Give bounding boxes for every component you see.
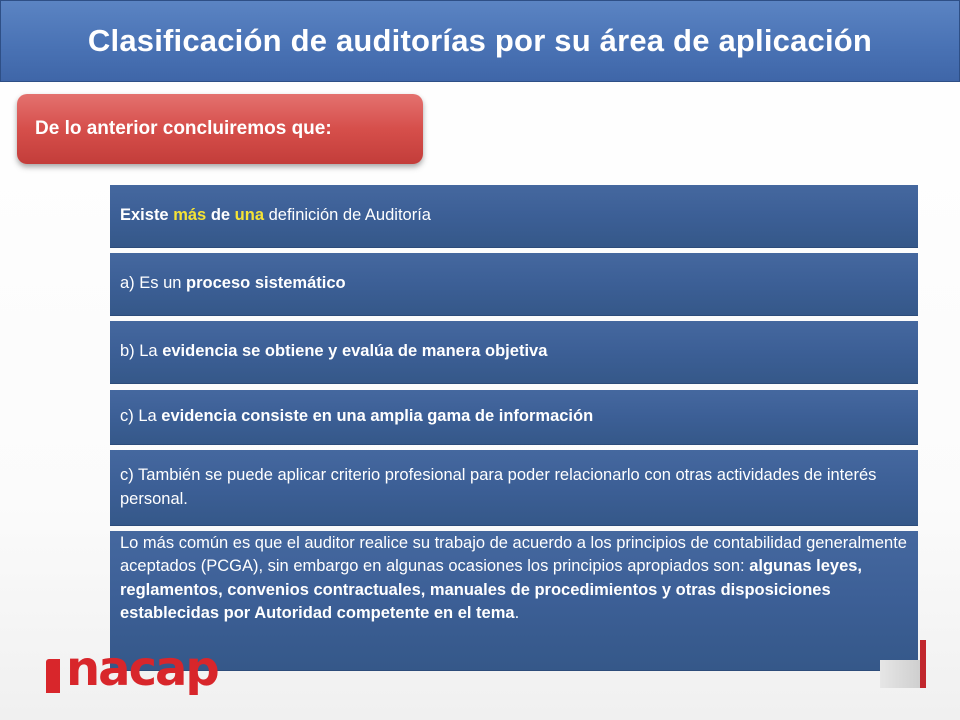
statement-row-5 xyxy=(110,450,918,526)
statement-row-4 xyxy=(110,390,918,445)
statement-row-3 xyxy=(110,321,918,384)
statement-fragment: algunas leyes, reglamentos, convenios contractuales, manuales de procedimientos y otras disposiciones establecidas por Autoridad competente en el tema xyxy=(120,557,863,623)
statement-text-5 xyxy=(120,464,908,512)
statement-fragment: Lo más común es que el auditor realice su trabajo de acuerdo a los principios de contabilidad generalmente aceptados (PCGA), sin embargo en algunas ocasiones los principios apropiados son: xyxy=(120,534,907,576)
slide-title: Clasificación de auditorías por su área de aplicación xyxy=(87,23,873,58)
title-bar xyxy=(0,0,960,82)
statement-fragment: evidencia se obtiene y evalúa de manera objetiva xyxy=(162,342,548,361)
statement-fragment: proceso sistemático xyxy=(186,274,346,293)
decorative-block xyxy=(880,660,920,688)
decorative-red-bar xyxy=(920,640,926,688)
statement-row-1 xyxy=(110,185,918,248)
statement-text-4 xyxy=(120,405,593,429)
statement-fragment: más xyxy=(173,206,207,225)
intro-box xyxy=(17,94,423,164)
statement-text-3 xyxy=(120,340,547,364)
statement-fragment: . xyxy=(514,604,520,623)
statement-fragment: una xyxy=(234,206,265,225)
statement-fragment: Existe xyxy=(120,206,174,225)
statement-row-6 xyxy=(110,531,918,671)
statement-fragment: evidencia consiste en una amplia gama de información xyxy=(161,407,594,426)
statement-fragment: c) La xyxy=(120,407,162,426)
statement-fragment: definición de Auditoría xyxy=(264,206,431,225)
logo-text: nacap xyxy=(66,641,218,697)
statement-text-6 xyxy=(120,532,908,626)
statement-fragment: c) También se puede aplicar criterio profesional para poder relacionarlo con otras actividades de interés personal. xyxy=(120,465,877,508)
statement-text-1 xyxy=(120,204,431,228)
statement-fragment: b) La xyxy=(120,342,163,361)
statement-row-2 xyxy=(110,253,918,316)
statement-fragment: de xyxy=(206,206,235,225)
intro-text: De lo anterior concluiremos que: xyxy=(35,118,332,139)
inacap-logo xyxy=(46,641,218,697)
statement-text-2 xyxy=(120,272,346,296)
logo-mark-icon xyxy=(46,659,60,693)
statement-fragment: a) Es un xyxy=(120,274,187,293)
